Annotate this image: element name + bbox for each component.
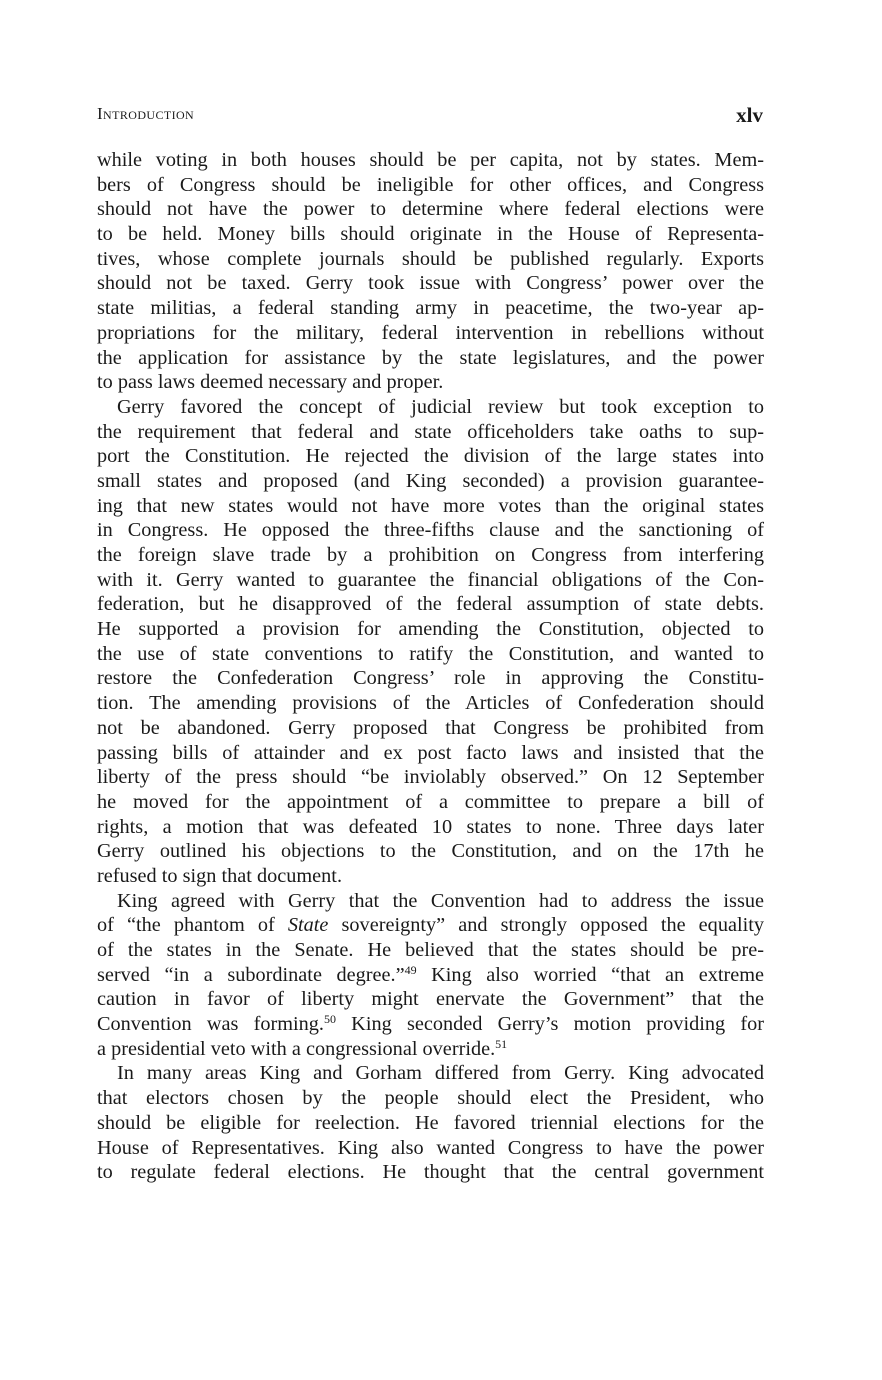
- text-line: bers of Congress should be ineligible for other offices, and Congress: [97, 173, 764, 196]
- paragraph-gorham: [97, 1061, 764, 1184]
- text-line: refused to sign that document.: [97, 864, 343, 887]
- text-line: [97, 913, 764, 938]
- running-head: [97, 104, 763, 130]
- text-line: ing that new states would not have more votes than the original states: [97, 494, 764, 517]
- text-line: tives, whose complete journals should be published regularly. Exports: [97, 247, 764, 270]
- footnote-ref-50: 50: [323, 1012, 336, 1027]
- text-line: In many areas King and Gorham differed from Gerry. King advocated: [117, 1062, 764, 1085]
- text-segment: Convention was forming.: [97, 1013, 324, 1036]
- text-line: to regulate federal elections. He thought that the central government: [97, 1161, 764, 1184]
- text-line: Gerry favored the concept of judicial review but took exception to: [117, 395, 764, 418]
- text-line: propriations for the military, federal intervention in rebellions without: [97, 321, 764, 344]
- text-line: should not be taxed. Gerry took issue with Congress’ power over the: [97, 272, 764, 295]
- text-segment: King seconded Gerry’s motion providing for: [335, 1013, 764, 1036]
- text-line: [97, 1037, 764, 1062]
- text-line: Gerry outlined his objections to the Constitution, and on the 17th he: [97, 840, 764, 863]
- text-segment: of “the phantom of: [97, 914, 288, 937]
- text-line: restore the Confederation Congress’ role in approving the Constitu-: [97, 667, 764, 690]
- italic-text: State: [287, 914, 329, 937]
- text-line: to be held. Money bills should originate in the House of Representa-: [97, 223, 764, 246]
- text-line: of the states in the Senate. He believed that the states should be pre-: [97, 939, 764, 961]
- footnote-ref-51: 51: [495, 1036, 508, 1051]
- text-line: the application for assistance by the state legislatures, and the power: [97, 346, 764, 369]
- text-line: caution in favor of liberty might enervate the Government” that the: [97, 988, 764, 1011]
- text-line: with it. Gerry wanted to guarantee the financial obligations of the Con-: [97, 568, 764, 591]
- text-line: state militias, a federal standing army in peacetime, the two-year ap-: [97, 297, 764, 320]
- text-line: port the Constitution. He rejected the division of the large states into: [97, 445, 764, 468]
- text-line: [97, 963, 764, 988]
- text-line: small states and proposed (and King seconded) a provision guarantee-: [97, 469, 764, 492]
- paragraph-gerry: [97, 395, 764, 889]
- text-line: King agreed with Gerry that the Convention had to address the issue: [117, 889, 764, 912]
- text-segment: sovereignty” and strongly opposed the equality: [328, 914, 765, 937]
- text-line: liberty of the press should “be inviolably observed.” On 12 September: [97, 766, 764, 789]
- text-line: in Congress. He opposed the three-fifths clause and the sanctioning of: [97, 519, 764, 542]
- text-line: should not have the power to determine where federal elections were: [97, 198, 764, 221]
- paragraph-king: [97, 889, 764, 1062]
- page-number: xlv: [736, 103, 763, 127]
- text-line: He supported a provision for amending the Constitution, objected to: [97, 618, 764, 641]
- text-line: not be abandoned. Gerry proposed that Congress be prohibited from: [97, 716, 764, 739]
- text-segment: King also worried “that an extreme: [416, 963, 765, 986]
- text-line: tion. The amending provisions of the Articles of Confederation should: [97, 692, 764, 715]
- text-line: should be eligible for reelection. He favored triennial elections for the: [97, 1111, 764, 1134]
- text-line: that electors chosen by the people should elect the President, who: [97, 1087, 764, 1110]
- text-line: the use of state conventions to ratify the Constitution, and wanted to: [97, 642, 764, 665]
- text-segment: a presidential veto with a congressional override.: [97, 1037, 496, 1060]
- text-line: the requirement that federal and state officeholders take oaths to sup-: [97, 420, 764, 443]
- text-line: he moved for the appointment of a committee to prepare a bill of: [97, 790, 764, 813]
- text-line: while voting in both houses should be per capita, not by states. Mem-: [97, 149, 764, 171]
- section-title: Introduction: [97, 104, 195, 123]
- text-line: the foreign slave trade by a prohibition on Congress from interfering: [97, 544, 764, 566]
- text-line: federation, but he disapproved of the federal assumption of state debts.: [97, 593, 764, 616]
- text-line: [97, 1012, 764, 1037]
- text-segment: served “in a subordinate degree.”: [97, 963, 405, 986]
- text-line: rights, a motion that was defeated 10 states to none. Three days later: [97, 815, 764, 838]
- paragraph-continued: [97, 148, 764, 395]
- body-text: [97, 148, 764, 1185]
- text-line: House of Representatives. King also wanted Congress to have the power: [97, 1136, 764, 1159]
- text-line: passing bills of attainder and ex post facto laws and insisted that the: [97, 741, 764, 764]
- text-line: to pass laws deemed necessary and proper.: [97, 371, 444, 394]
- footnote-ref-49: 49: [404, 962, 417, 977]
